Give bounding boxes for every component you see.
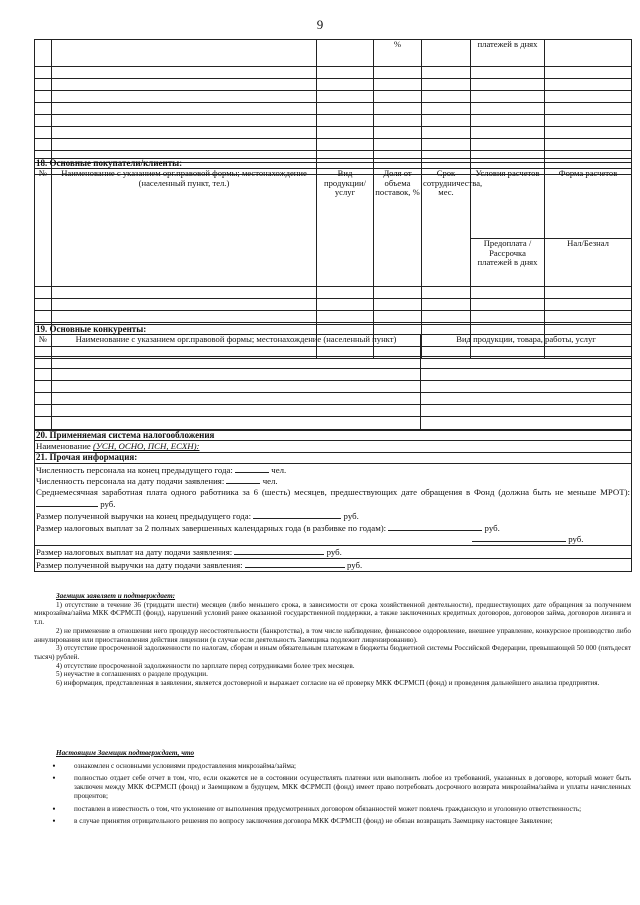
table-row[interactable] (35, 417, 52, 430)
section-18-title: 18. Основные покупатели/клиенты: (35, 159, 632, 169)
declaration-item: 1) отсутствие в течение 36 (тридцати шести) месяцев (либо меньшего срока, в зависимости от срока хозяйственной деятельности), предшествующих дате обращения за получением микрозайма/займа МКК ФСРМСП (фонд), нарушений условий ранее оказанной государственной поддержки, а также заключенных кредитных договоров, договоров займа, договоров лизинга и т.п. (34, 600, 631, 627)
unit-label: руб. (346, 559, 363, 570)
unit-label: руб. (326, 547, 342, 558)
declaration-item: 6) информация, представленная в заявлении, является достоверной и выражает согласие на её проверку МКК ФСРМСП (фонд) и проведения дальнейшего анализа предприятия. (56, 679, 600, 688)
table-row[interactable] (35, 393, 52, 405)
declaration-item: 4) отсутствие просроченной задолженности по зарплате перед сотрудниками более трех месяцев. (56, 661, 355, 670)
col-products: Вид продукции, товара, работы, услуг (421, 335, 632, 357)
continuation-table (34, 39, 631, 175)
revenue-end-year-field[interactable] (36, 510, 630, 522)
continuation-grid (34, 39, 632, 175)
confirmation-block (34, 749, 631, 826)
table-row[interactable] (35, 381, 52, 393)
col-name: Наименование с указанием орг.правовой формы; местонахождение (населенный пункт) (52, 335, 421, 357)
col-form: Форма расчетов (545, 169, 632, 239)
tax-date-label: Размер налоговых выплат на дату подачи заявления: (36, 547, 233, 558)
page-number: 9 (316, 17, 324, 32)
table-row[interactable] (35, 67, 52, 79)
col-share: Доля от объема поставок, % (374, 169, 422, 287)
competitors-table (34, 324, 632, 430)
table-row[interactable] (35, 139, 52, 151)
table-row[interactable] (35, 299, 52, 311)
bullet-icon: • (52, 803, 56, 814)
staff-date-field[interactable] (36, 475, 630, 487)
col-num: № (35, 169, 52, 287)
col-product-type: Вид продукции/услуг (317, 169, 374, 287)
unit-label: руб. (343, 510, 359, 521)
declaration-item: 2) не применение в отношении него процедур несостоятельности (банкротства), в том числе наблюдение, финансовое оздоровление, внешнее управление, конкурсное производство либо аннулирования или приостановления действия лицензии (в случае если деятельность Заемщика подлежит лицензированию). (34, 626, 631, 644)
unit-label: руб. (100, 499, 116, 509)
col-form-values: Нал/Безнал (545, 239, 632, 287)
section-19-competitors (34, 324, 631, 430)
table-row[interactable] (35, 103, 52, 115)
unit-label: руб. (484, 522, 500, 533)
tax-date-field[interactable] (35, 546, 632, 559)
tax-and-info-table (34, 430, 632, 572)
declaration-block (34, 592, 631, 688)
col-name: Наименование с указанием орг.правовой формы; местонахождение (населенный пункт, тел.) (52, 169, 317, 287)
col-payments-days: платежей в днях (471, 40, 545, 67)
staff-date-label: Численность персонала на дату подачи заявления: (36, 476, 225, 487)
staff-end-year-label: Численность персонала на конец предыдущего года: (36, 464, 233, 475)
table-row[interactable] (35, 369, 52, 381)
col-num: № (35, 335, 52, 357)
tax-two-years-field[interactable] (36, 522, 630, 534)
tax-two-years-second-field[interactable] (36, 533, 630, 545)
table-row[interactable] (35, 405, 52, 417)
declaration-heading: Заемщик заявляет и подтверждает: (56, 592, 176, 600)
list-item: • ознакомлен с основными условиями предоставления микрозайма/займа; (34, 762, 631, 771)
table-row[interactable] (35, 287, 52, 299)
revenue-end-year-label: Размер полученной выручки на конец предыдущего года: (36, 510, 252, 521)
section-20-title: 20. Применяемая система налогообложения (35, 431, 632, 441)
col-term: Срок сотрудничества, мес. (422, 169, 471, 287)
revenue-date-field[interactable] (35, 558, 632, 571)
bullet-icon: • (52, 773, 56, 784)
table-row[interactable] (35, 91, 52, 103)
bullet-icon: • (52, 816, 56, 827)
tax-system-label: Наименование (36, 441, 91, 452)
tax-two-years-label: Размер налоговых выплат за 2 полных завершенных календарных года (в разбивке по годам): (36, 522, 387, 533)
avg-salary-label: Среднемесячная заработная плата одного работника за 6 (шесть) месяцев, предшествующих дате обращения в Фонд (должна быть не меньше МРОТ): (36, 487, 630, 498)
declaration-item: 5) неучастие в соглашениях о разделе продукции. (56, 670, 208, 679)
list-item: • полностью отдает себе отчет в том, что, если окажется не в состоянии осуществлять платежи или выполнить любое из требований, указанных в договоре, который может быть заключен между МКК ФСРМСП (фонд) и Заемщиком в будущем, МКК ФСРМСП (фонд) имеет право потребовать досрочного возврата микрозайма/займа и уплаты начисленных процентов; (34, 774, 631, 800)
table-row[interactable] (35, 311, 52, 323)
table-row[interactable] (35, 357, 52, 369)
table-row[interactable] (35, 127, 52, 139)
unit-label: чел. (262, 476, 278, 487)
tax-system-field[interactable] (35, 441, 632, 453)
col-percent: % (374, 40, 422, 67)
unit-label: чел. (271, 464, 287, 475)
other-info-block (35, 463, 632, 546)
bullet-icon: • (52, 760, 56, 771)
unit-label: руб. (568, 534, 584, 545)
section-21-title: 21. Прочая информация: (35, 453, 632, 463)
col-prepay: Предоплата / Рассрочка платежей в днях (471, 239, 545, 287)
table-row[interactable] (35, 115, 52, 127)
table-row[interactable] (35, 79, 52, 91)
revenue-date-label: Размер полученной выручки на дату подачи заявления: (36, 559, 243, 570)
avg-salary-field[interactable] (36, 487, 630, 510)
declaration-item: 3) отсутствие просроченной задолженности по налогам, сборам и иным обязательным платежам в бюджеты бюджетной системы Российской Федерации, превышающей 50 000 (пятьдесят тысяч) рублей. (34, 644, 631, 661)
section-20-21 (34, 430, 631, 572)
confirmation-heading: Настоящим Заемщик подтверждает, что (56, 749, 195, 757)
staff-end-year-field[interactable] (36, 464, 630, 476)
list-item: • поставлен в известность о том, что уклонение от выполнения предусмотренных договором обязанностей может повлечь гражданскую и уголовную ответственность; (34, 805, 631, 814)
list-item: • в случае принятия отрицательного решения по вопросу заключения договора МКК ФСРМСП (фонд) не обязан возвращать Заемщику настоящее Заявление; (34, 817, 631, 826)
tax-system-options: (УСН, ОСНО, ПСН, ЕСХН): (93, 441, 200, 452)
section-19-title: 19. Основные конкуренты: (35, 325, 632, 335)
col-conditions: Условия расчетов (471, 169, 545, 239)
